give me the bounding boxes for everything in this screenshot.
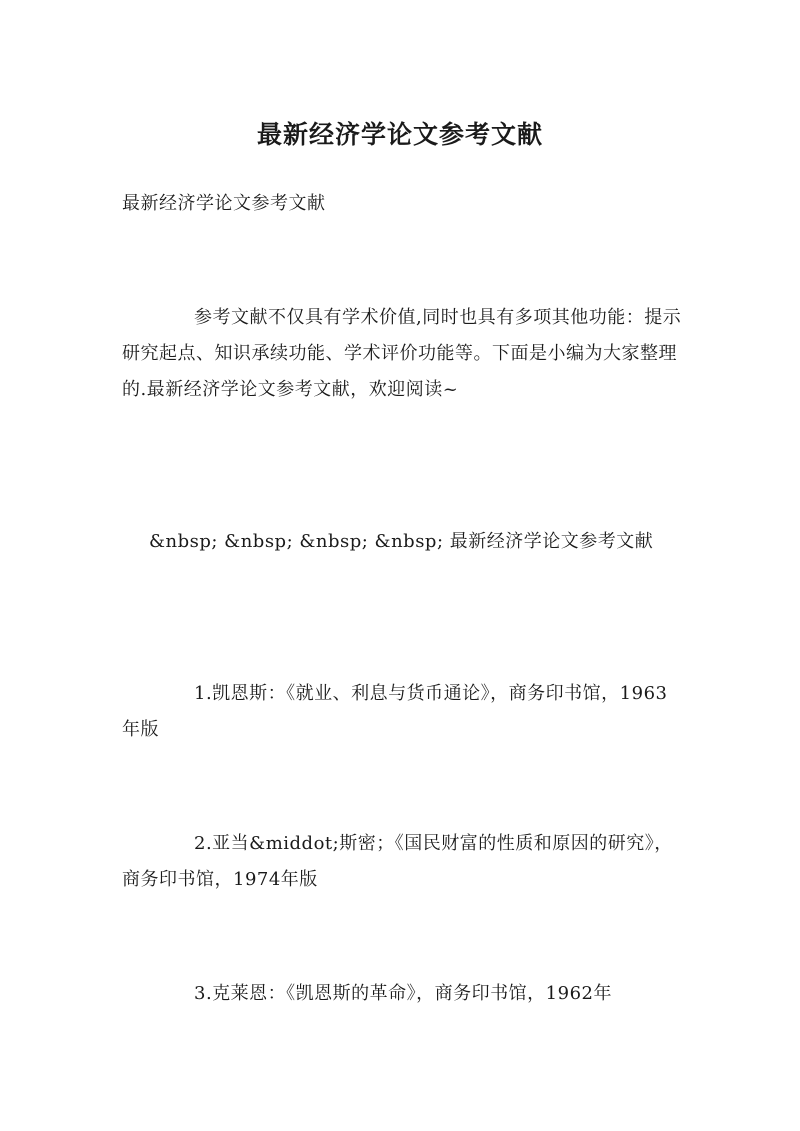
- reference-item-3: 3.克莱恩：《凯恩斯的革命》，商务印书馆，1962年: [194, 983, 612, 1004]
- document-title: 最新经济学论文参考文献: [256, 119, 543, 149]
- reference-item-2: 2.亚当&middot;斯密；《国民财富的性质和原因的研究》，商务印书馆，1974年版: [122, 833, 673, 890]
- section-heading: &nbsp; &nbsp; &nbsp; &nbsp; 最新经济学论文参考文献: [149, 531, 654, 552]
- document-subtitle: 最新经济学论文参考文献: [122, 193, 326, 214]
- reference-item-1: 1.凯恩斯：《就业、利息与货币通论》，商务印书馆，1963年版: [122, 683, 668, 740]
- intro-paragraph: 参考文献不仅具有学术价值,同时也具有多项其他功能：提示研究起点、知识承续功能、学术评价功能等。下面是小编为大家整理的.最新经济学论文参考文献，欢迎阅读~: [122, 307, 682, 400]
